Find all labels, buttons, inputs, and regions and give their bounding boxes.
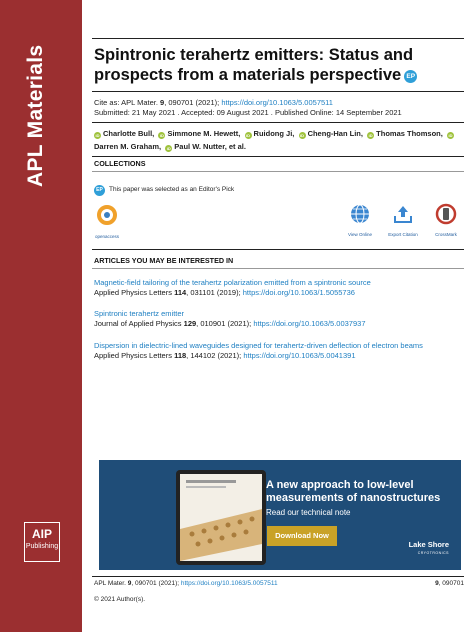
related-article xyxy=(94,341,464,361)
publisher-logo[interactable] xyxy=(24,522,60,562)
related-article-cite: Journal of Applied Physics 129, 010901 (2021); https://doi.org/10.1063/5.0037937 xyxy=(94,319,366,328)
related-article xyxy=(94,278,464,298)
publisher-sub: Publishing xyxy=(25,543,59,550)
related-article-cite: Applied Physics Letters 114, 031101 (2019); https://doi.org/10.1063/1.5055736 xyxy=(94,288,355,297)
crossmark-label: CrossMark xyxy=(435,232,457,237)
authors-rule xyxy=(92,156,464,157)
orcid-icon: iD xyxy=(448,133,453,138)
lake-shore-logo: Lake Shore CRYOTRONICS xyxy=(408,540,449,555)
view-online-label: View Online xyxy=(348,232,372,237)
doi-link[interactable]: https://doi.org/10.1063/5.0057511 xyxy=(221,98,333,107)
meta-rule xyxy=(92,122,464,123)
article-title xyxy=(94,45,454,85)
author-item[interactable]: iD Charlotte Bull xyxy=(95,129,153,138)
open-access-icon xyxy=(92,203,122,227)
footer-doi[interactable]: https://doi.org/10.1063/5.0057511 xyxy=(180,580,278,587)
article-title-text: Spintronic terahertz emitters: Status and prospects from a materials perspective xyxy=(94,46,414,84)
export-citation-button[interactable] xyxy=(381,203,425,237)
author-item[interactable]: iD Ruidong Ji xyxy=(246,129,293,138)
orcid-icon: iD xyxy=(246,133,251,138)
cite-rest: , 090701 (2021); xyxy=(164,98,220,107)
related-article-title[interactable]: Magnetic-field tailoring of the terahertz polarization emitted from a spintronic source xyxy=(94,278,371,287)
related-article-doi[interactable]: https://doi.org/10.1063/5.0037937 xyxy=(253,319,366,328)
related-article-title[interactable]: Spintronic terahertz emitter xyxy=(94,309,185,318)
orcid-icon: iD xyxy=(159,133,164,138)
footer-page: 9, 090701 xyxy=(435,580,464,587)
author-item[interactable]: iD Thomas Thomson xyxy=(368,129,441,138)
advertisement-banner[interactable] xyxy=(99,460,461,570)
footer-rule xyxy=(92,576,464,577)
globe-icon xyxy=(349,203,371,225)
open-access-caption: openaccess xyxy=(94,234,120,239)
export-citation-label: Export Citation xyxy=(388,232,418,237)
articles-top-rule xyxy=(92,249,464,250)
title-rule xyxy=(92,91,464,92)
orcid-icon: iD xyxy=(166,146,171,151)
download-now-button[interactable]: Download Now xyxy=(267,526,337,546)
collections-rule xyxy=(92,171,464,172)
citation-line xyxy=(94,98,333,108)
copyright: © 2021 Author(s). xyxy=(94,596,146,603)
related-article-cite: Applied Physics Letters 118, 144102 (2021); https://doi.org/10.1063/5.0041391 xyxy=(94,351,356,360)
author-item[interactable]: iD Paul W. Nutter, et al. xyxy=(166,142,246,151)
orcid-icon: iD xyxy=(95,133,100,138)
editors-pick-icon: EP xyxy=(94,185,105,196)
nanostructure-image xyxy=(180,474,262,561)
crossmark-button[interactable] xyxy=(424,203,468,237)
ad-subline: Read our technical note xyxy=(266,508,351,517)
collections-heading: COLLECTIONS xyxy=(94,159,146,168)
top-rule xyxy=(92,38,464,39)
related-article-doi[interactable]: https://doi.org/10.1063/1.5055736 xyxy=(242,288,355,297)
open-access-badge[interactable] xyxy=(85,203,129,239)
articles-heading: ARTICLES YOU MAY BE INTERESTED IN xyxy=(94,256,234,265)
editors-pick-text: This paper was selected as an Editor's Pick xyxy=(109,186,235,193)
dates-line: Submitted: 21 May 2021 . Accepted: 09 August 2021 . Published Online: 14 September 2021 xyxy=(94,108,402,117)
export-icon xyxy=(392,203,414,225)
cite-label: Cite as: APL Mater. xyxy=(94,98,158,107)
publisher-name: AIP xyxy=(31,527,52,541)
author-item[interactable]: iD Simmone M. Hewett xyxy=(159,129,239,138)
tablet-image xyxy=(176,470,266,565)
orcid-icon: iD xyxy=(300,133,305,138)
related-article-title[interactable]: Dispersion in dielectric-lined waveguides designed for terahertz-driven deflection of electron beams xyxy=(94,341,423,350)
ad-headline: A new approach to low-level measurements of nanostructures xyxy=(266,479,441,504)
crossmark-icon xyxy=(435,203,457,225)
editors-pick-icon: EP xyxy=(404,70,417,83)
author-item[interactable]: iDDarren M. Graham xyxy=(94,133,453,151)
related-article xyxy=(94,309,464,329)
footer-citation: APL Mater. 9, 090701 (2021); https://doi.org/10.1063/5.0057511 9, 090701 xyxy=(94,580,464,587)
tools-row xyxy=(0,203,474,243)
articles-heading-rule xyxy=(92,268,464,269)
cite-volume: 9 xyxy=(160,98,165,107)
editors-pick-note xyxy=(94,184,234,196)
related-article-doi[interactable]: https://doi.org/10.1063/5.0041391 xyxy=(243,351,356,360)
author-list: iD Charlotte Bull, iD Simmone M. Hewett, iD Ruidong Ji, iD Cheng-Han Lin, iD Thomas Thomson, iDDarren M. Graham, iD Paul W. Nutter, et al. xyxy=(94,127,464,153)
view-online-button[interactable] xyxy=(338,203,382,237)
journal-name: APL Materials xyxy=(24,44,47,187)
author-item[interactable]: iD Cheng-Han Lin xyxy=(300,129,361,138)
journal-sidebar xyxy=(0,0,82,632)
orcid-icon: iD xyxy=(368,133,373,138)
